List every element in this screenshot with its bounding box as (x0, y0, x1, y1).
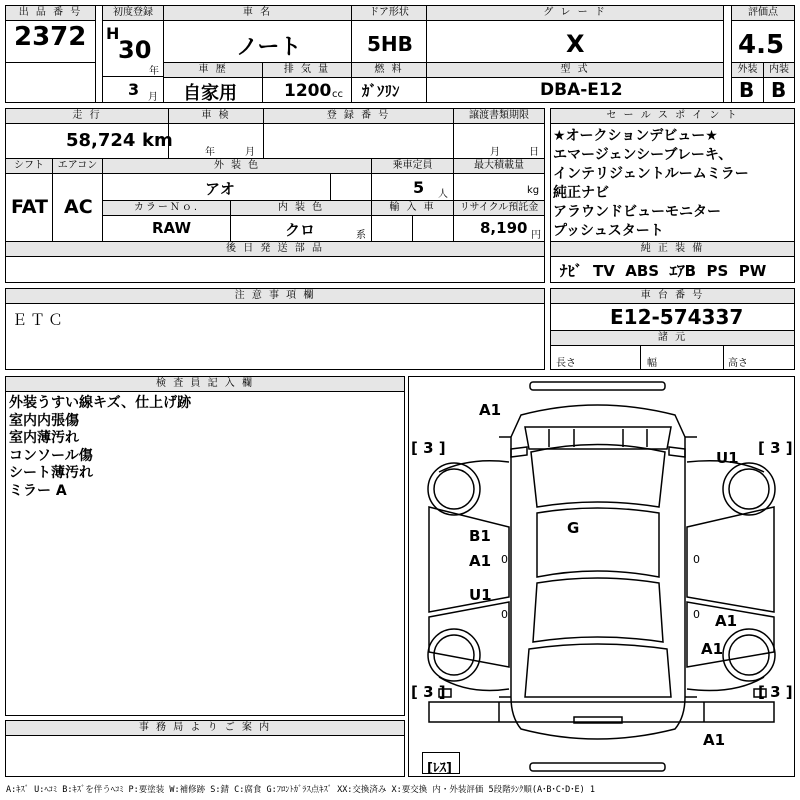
zero-mark: 0 (693, 553, 700, 566)
ac-value: AC (64, 196, 93, 218)
ext-color-value: アオ (205, 180, 235, 198)
recycle-value: 8,190 (480, 219, 528, 237)
mileage-value: 58,724 (66, 130, 136, 151)
equipment-item: PW (738, 262, 767, 280)
damage-mark: A1 (469, 552, 492, 570)
import-cell-b (412, 215, 454, 242)
grade-label: グ レ ー ド (426, 5, 724, 21)
inspector-line: 室内内張傷 (9, 412, 79, 429)
model-value: DBA-E12 (540, 80, 623, 100)
inspector-line: ミラー A (9, 482, 67, 499)
notes-label: 注 意 事 項 欄 (5, 288, 545, 304)
spare-tire-label: [ﾚｽ] (427, 761, 452, 776)
transfer-month-unit: 月 (490, 147, 500, 158)
reg-month: 3 (128, 80, 140, 99)
grade-value: X (566, 30, 585, 58)
zero-mark: 0 (501, 608, 508, 621)
reg-year: 30 (118, 36, 152, 64)
regno-cell (263, 123, 454, 159)
ac-label: エアコン (52, 158, 103, 174)
load-unit: kg (527, 185, 540, 196)
inspector-line: 外装うすい線キズ、仕上げ跡 (9, 395, 192, 411)
month-unit: 月 (148, 92, 158, 103)
equipment-item: PS (706, 262, 729, 280)
recycle-unit: 円 (531, 230, 541, 241)
equipment-item: ﾅﾋﾞ (560, 262, 583, 280)
score-value: 4.5 (738, 30, 785, 60)
spare-box (422, 752, 460, 774)
int-color-unit: 系 (356, 230, 366, 241)
inspector-line: コンソール傷 (9, 447, 93, 464)
inspector-line: シート薄汚れ (9, 465, 93, 481)
inspector-notes (9, 395, 191, 500)
lot-blank (5, 62, 96, 103)
mileage-label: 走 行 (5, 108, 169, 124)
sales-point-line: エマージェンシーブレーキ、 (553, 147, 733, 163)
int-color-value: クロ (285, 221, 316, 239)
tire-tread: [ 3 ] (411, 683, 446, 701)
color-no-label: カラーＮｏ. (102, 200, 231, 216)
lot-number: 2372 (14, 22, 87, 52)
era: H (106, 24, 120, 43)
ext-color-blank (330, 173, 372, 201)
import-cell-a (371, 215, 413, 242)
sales-point-line: アラウンドビューモニター (553, 204, 721, 220)
model-label: 型 式 (426, 62, 724, 78)
car-name-label: 車 名 (163, 5, 352, 21)
transfer-label: 譲渡書類期限 (453, 108, 545, 124)
ext-label: 外装 (731, 62, 764, 78)
score-label: 評価点 (731, 5, 795, 21)
damage-mark: G (567, 519, 580, 537)
sales-point-line: 純正ナビ (553, 185, 609, 201)
damage-mark: A1 (703, 731, 726, 749)
first-reg-label: 初度登録 (102, 5, 164, 21)
sales-points-label: セ ー ル ス ポ イ ン ト (550, 108, 795, 124)
ext-color-label: 外 装 色 (102, 158, 372, 174)
office-cell (5, 735, 405, 777)
sales-points-list (553, 127, 749, 241)
damage-mark: A1 (479, 401, 502, 419)
tire-tread: [ 3 ] (411, 439, 446, 457)
door-label: ドア形状 (351, 5, 427, 21)
specs-length-label: 長さ (556, 358, 576, 369)
year-unit: 年 (149, 66, 159, 77)
int-label: 内装 (763, 62, 795, 78)
inspection-month-unit: 月 (245, 147, 255, 158)
chassis-label: 車 台 番 号 (550, 288, 795, 304)
notes-value: ＥＴＣ (12, 311, 67, 329)
later-parts-label: 後 日 発 送 部 品 (5, 241, 545, 257)
door-value: 5HB (367, 32, 413, 56)
ext-grade: B (739, 78, 755, 102)
import-label: 輸 入 車 (371, 200, 454, 216)
damage-mark: B1 (469, 527, 491, 545)
int-color-label: 内 装 色 (230, 200, 372, 216)
load-label: 最大積載量 (453, 158, 545, 174)
car-name: ノート (236, 35, 302, 60)
damage-diagram (408, 376, 795, 777)
history-value: 自家用 (183, 83, 237, 104)
equipment-item: ABS (625, 262, 660, 280)
equipment-list (560, 260, 766, 281)
history-label: 車 歴 (163, 62, 263, 78)
lot-label: 出 品 番 号 (5, 5, 96, 21)
damage-mark: U1 (716, 449, 739, 467)
damage-mark: A1 (701, 640, 724, 658)
equipment-item: ｴｱB (669, 262, 697, 280)
sales-point-line: インテリジェントルームミラー (553, 166, 749, 182)
equipment-item: TV (592, 262, 615, 280)
sales-point-line: プッシュスタート (553, 223, 664, 239)
car-outline (409, 377, 794, 776)
sales-point-line: ★オークションデビュー★ (553, 128, 718, 144)
regno-label: 登 録 番 号 (263, 108, 454, 124)
office-label: 事 務 局 よ り ご 案 内 (5, 720, 405, 736)
displacement-label: 排 気 量 (262, 62, 352, 78)
displacement-value: 1200 (284, 81, 332, 101)
specs-label: 諸 元 (550, 330, 795, 346)
inspector-line: 室内薄汚れ (9, 430, 79, 446)
recycle-label: リサイクル預託金 (453, 200, 545, 216)
shift-label: シフト (5, 158, 53, 174)
tire-tread: [ 3 ] (758, 439, 793, 457)
color-no-value: RAW (152, 219, 192, 237)
later-parts-cell (5, 256, 545, 283)
chassis-number: E12-574337 (610, 305, 744, 329)
zero-mark: 0 (501, 553, 508, 566)
mileage-unit: km (142, 130, 173, 151)
capacity-value: 5 (413, 178, 425, 197)
specs-height-label: 高さ (728, 358, 748, 369)
fuel-label: 燃 料 (351, 62, 427, 78)
capacity-unit: 人 (438, 189, 448, 200)
equipment-label: 純 正 装 備 (550, 241, 795, 257)
transfer-day-unit: 日 (529, 147, 539, 158)
fuel-value: ｶﾞｿﾘﾝ (362, 82, 400, 100)
displacement-unit: cc (332, 89, 343, 100)
specs-width-label: 幅 (647, 358, 657, 369)
zero-mark: 0 (693, 608, 700, 621)
legend: A:ｷｽﾞ U:ﾍｺﾐ B:ｷｽﾞを伴うﾍｺﾐ P:要塗装 W:補修跡 S:錆 C:腐食 G:ﾌﾛﾝﾄｶﾞﾗｽ点ｷｽﾞ XX:交換済み X:要交換 内・外装評価 5段階ﾗﾝｸ順(A･B･C･D･E) 1 (6, 785, 595, 795)
inspection-year-unit: 年 (205, 147, 215, 158)
damage-mark: A1 (715, 612, 738, 630)
tire-tread: [ 3 ] (758, 683, 793, 701)
notes-cell (5, 303, 545, 370)
shift-value: FAT (11, 196, 48, 218)
damage-mark: U1 (469, 586, 492, 604)
int-grade: B (771, 78, 787, 102)
capacity-label: 乗車定員 (371, 158, 454, 174)
inspection-label: 車 検 (168, 108, 264, 124)
inspector-label: 検 査 員 記 入 欄 (5, 376, 405, 392)
